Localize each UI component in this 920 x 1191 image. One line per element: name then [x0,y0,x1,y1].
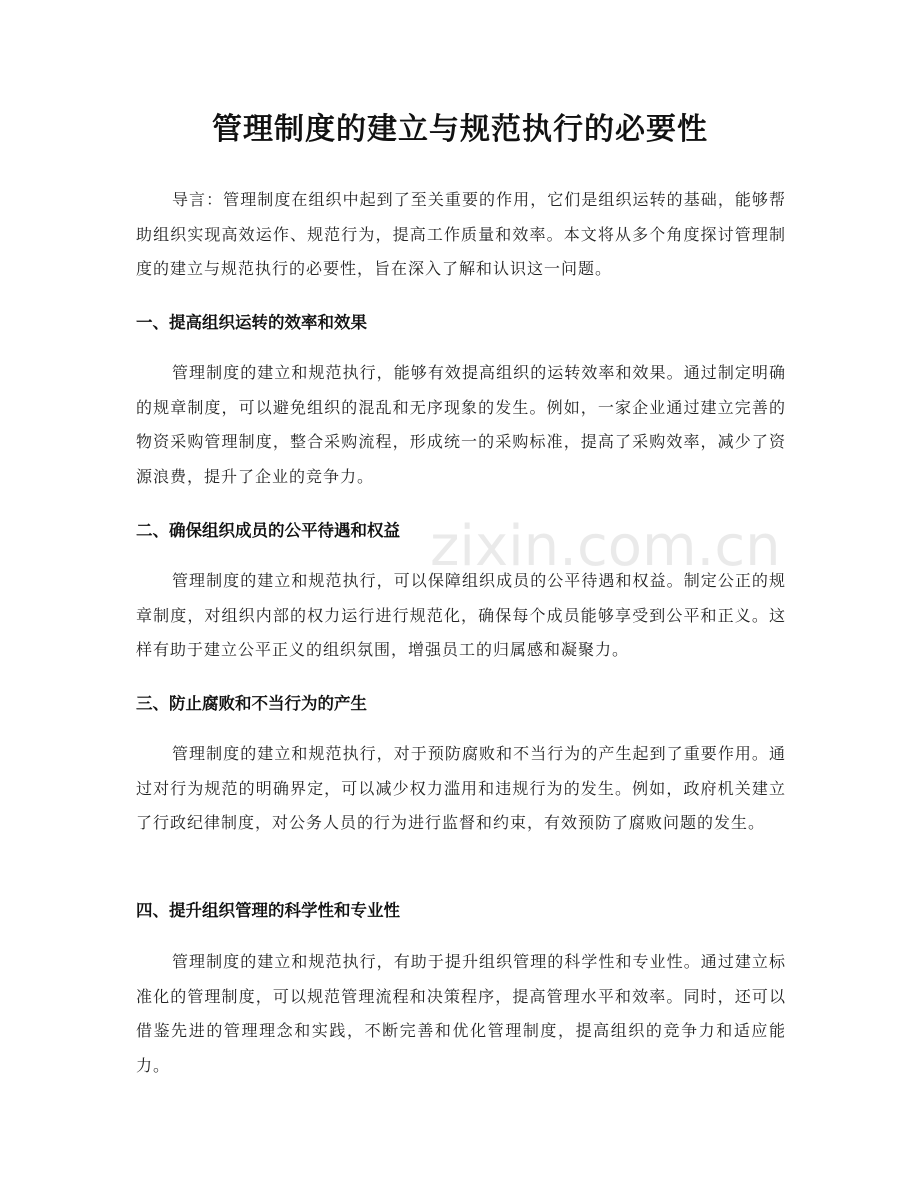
section-2-heading: 二、确保组织成员的公平待遇和权益 [136,521,400,540]
section-4-heading: 四、提升组织管理的科学性和专业性 [136,901,400,920]
section-2-body: 管理制度的建立和规范执行，可以保障组织成员的公平待遇和权益。制定公正的规章制度，对组织内部的权力运行进行规范化，确保每个成员能够享受到公平和正义。这样有助于建立公平正义的组织氛围，增强员工的归属感和凝聚力。 [136,571,786,659]
section-4-body: 管理制度的建立和规范执行，有助于提升组织管理的科学性和专业性。通过建立标准化的管理制度，可以规范管理流程和决策程序，提高管理水平和效率。同时，还可以借鉴先进的管理理念和实践，不断完善和优化管理制度，提高组织的竞争力和适应能力。 [136,952,786,1075]
intro-paragraph: 导言：管理制度在组织中起到了至关重要的作用，它们是组织运转的基础，能够帮助组织实现高效运作、规范行为，提高工作质量和效率。本文将从多个角度探讨管理制度的建立与规范执行的必要性，旨在深入了解和认识这一问题。 [136,190,786,278]
section-3-heading: 三、防止腐败和不当行为的产生 [136,694,367,713]
svg-text:zixin.com.cn: zixin.com.cn [430,514,781,579]
section-1-heading: 一、提高组织运转的效率和效果 [136,313,367,332]
section-1-body: 管理制度的建立和规范执行，能够有效提高组织的运转效率和效果。通过制定明确的规章制度，可以避免组织的混乱和无序现象的发生。例如，一家企业通过建立完善的物资采购管理制度，整合采购流程，形成统一的采购标准，提高了采购效率，减少了资源浪费，提升了企业的竞争力。 [136,363,786,486]
page-title: 管理制度的建立与规范执行的必要性 [212,112,708,147]
section-3-body: 管理制度的建立和规范执行，对于预防腐败和不当行为的产生起到了重要作用。通过对行为规范的明确界定，可以减少权力滥用和违规行为的发生。例如，政府机关建立了行政纪律制度，对公务人员的行为进行监督和约束，有效预防了腐败问题的发生。 [136,744,786,832]
